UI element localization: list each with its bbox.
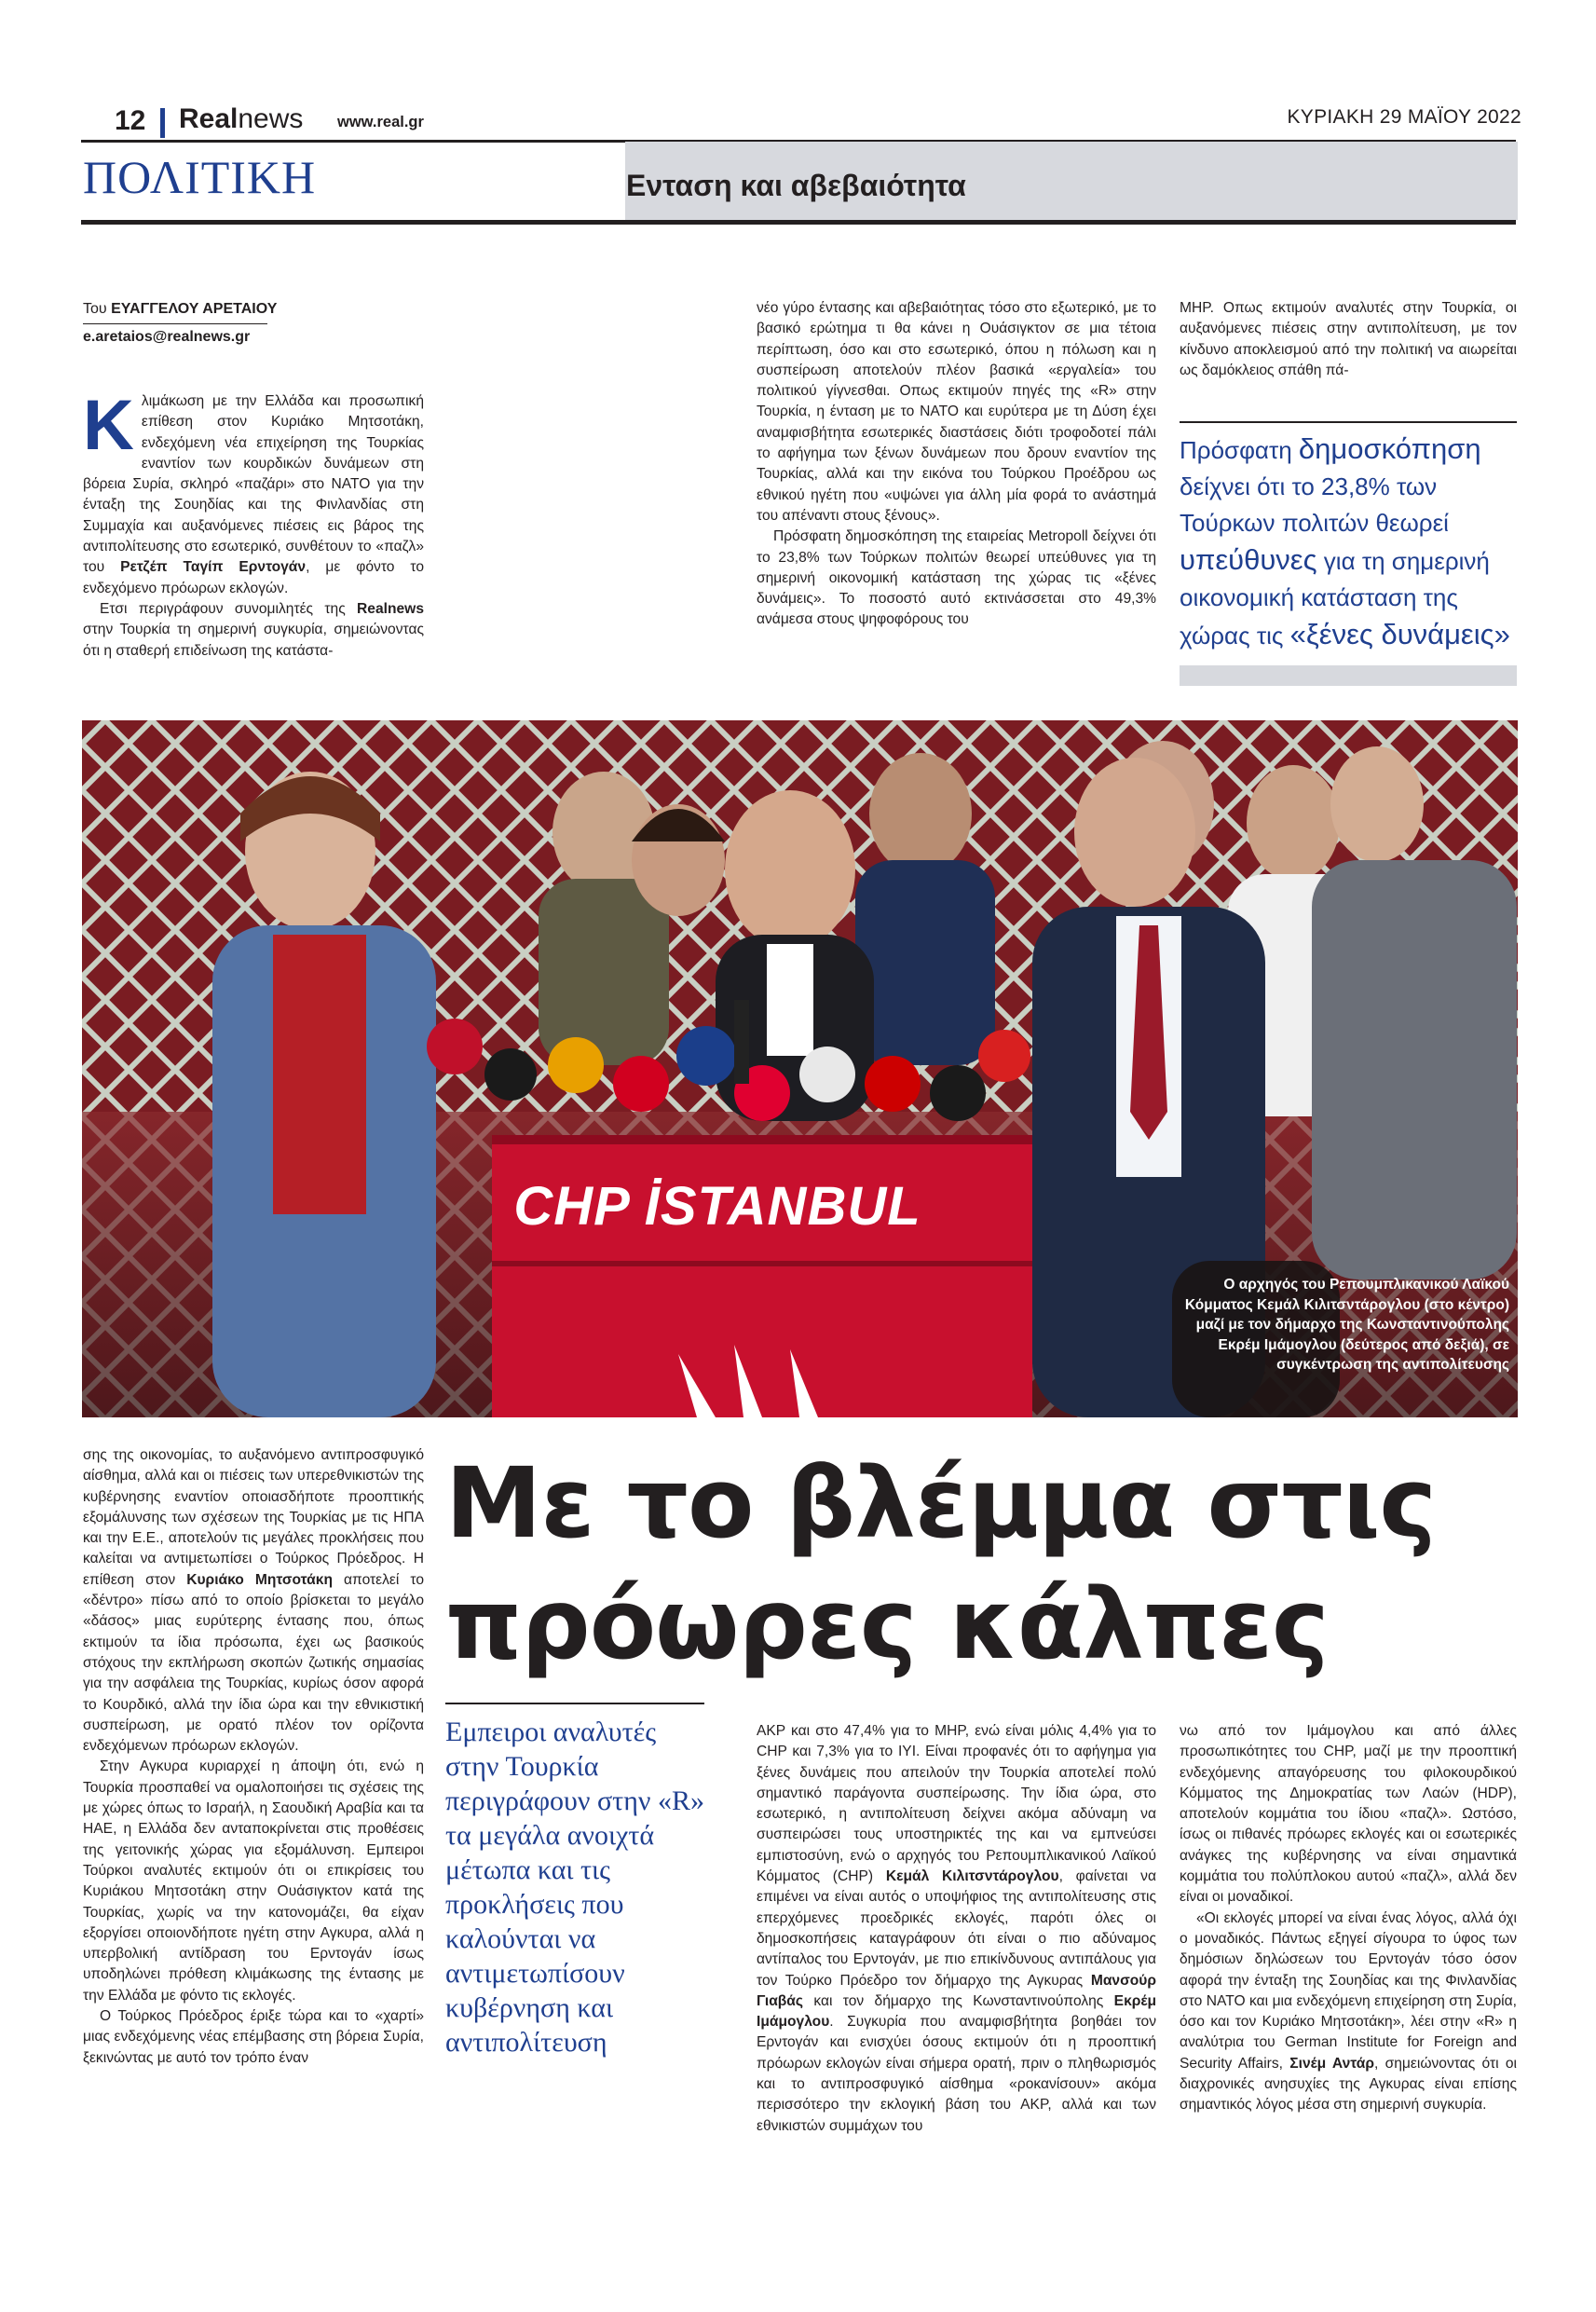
brand-real: Real [179,103,239,134]
text: , σημειώνοντας ότι οι διαχρονικές ανησυχίες της Αγκυρας είναι επίσης σημαντικός λόγος μέσα στη σημερινή συγκυρία. [1180,2055,1517,2114]
text: δείχνει ότι το 23,8% των Τούρκων πολιτών θεωρεί [1180,472,1449,537]
text: δημοσκόπηση [1298,432,1481,465]
name-mitsotakis: Κυριάκο Μητσοτάκη [186,1571,333,1588]
text: και τον δήμαρχο της Κωνσταντινούπολης [803,1992,1114,2009]
byline-author: ΕΥΑΓΓΕΛΟΥ ΑΡΕΤΑΙΟΥ [111,301,278,317]
text: «ξένες δυνάμεις» [1289,618,1510,650]
text: , φαίνεται να επιμένει να είναι αυτός ο υποψήφιος της αντιπολίτευσης στις επερχόμενες προεδρικές εκλογές, παρότι όλες οι δημοσκοπήσεις καταγράφουν ότι είναι ο πιο αδύναμος αντίπαλος του Ερντογάν, με πιο επικίνδυνους αντιπάλους για τον Τούρκο Πρόεδρο τον δήμαρχο της Αγκυρας [757,1868,1156,1989]
text: ΑΚΡ και στο 47,4% για το ΜΗΡ, ενώ είναι μόλις 4,4% για το CHP και 7,3% για το ΙΥΙ. Είναι προφανές ότι το αφήγημα για ξένες δυνάμεις που απειλούν την Τουρκία αποτελεί πολύ σημαντικό παράγοντα συσπείρωσης. Την ίδια ώρα, στο εσωτερικό, η αντιπολίτευση δείχνει ακόμα αδύναμη να συσπειρώσει τους υποστηρικτές της και να εμπνεύσει εμπιστοσύνη, ενώ ο αρχηγός του Ρεπουμπλικανικού Λαϊκού Κόμματος (CHP) [757,1723,1156,1885]
text: , με φόντο το ενδεχόμενο πρόωρων εκλογών. [83,559,424,596]
text: αποτελεί το «δέντρο» πίσω από το οποίο βρίσκεται το μεγάλο «δάσος» μιας ευρύτερης έντασης που, όπως εκτιμούν τα ίδια πρόσωπα, έχει ως βασικούς στόχους την εκπλήρωση σκοπών ζωτικής σημασίας για την ασφάλεια της Τουρκίας, κυρίως όσον αφορά το Κουρδικό, αλλά την ίδια ώρα και την εθνικιστική συσπείρωση, με ορατό πλέον τον ορίζοντα ενδεχόμενων πρόωρων εκλογών. [83,1571,424,1755]
drop-cap: Κ [83,386,134,465]
article-column-2 [757,298,1156,631]
article-paragraph: νω από τον Ιμάμογλου και από άλλες προσωπικότητες του CHP, μαζί με την προοπτική ενδεχόμενης απαγόρευσης του φιλοκουρδικού Κόμματος της Δημοκρατίας των Λαών (HDP), αποτελούν κομμάτια του ίδιου «παζλ». Ωστόσο, ίσως οι πιθανές πρόωρες εκλογές και οι εσωτερικές ανάγκες της κυβέρνησης να είναι σημαντικά κομμάτια του πολύπλοκου αυτού «παζλ», αλλά δεν είναι οι μοναδικοί. [1180,1723,1517,1906]
issue-date: ΚΥΡΙΑΚΗ 29 ΜΑΪΟΥ 2022 [1287,106,1521,128]
website: www.real.gr [337,114,424,130]
article-paragraph [83,1445,424,1757]
section-title: ΠΟΛΙΤΙΚΗ [83,151,317,203]
brand-news: news [238,103,304,134]
name-adar: Σινέμ Αντάρ [1289,2055,1375,2072]
pull-quote-band [1180,665,1517,686]
byline-email: e.aretaios@realnews.gr [83,329,251,345]
article-column-3 [1180,298,1517,381]
pull-quote-rule [1180,421,1517,423]
subhead-rule [445,1703,704,1704]
text: σης της οικονομίας, το αυξανόμενο αντιπροσφυγικό αίσθημα, αλλά και οι πιέσεις των υπερεθνικιστών της κυβέρνησης εναντίον οποιασδήποτε προοπτικής εξομάλυνσης των σχέσεων της Τουρκίας με τις ΗΠΑ και την Ε.Ε., αποτελούν τις μεγάλες προκλήσεις που καλείται να αντιμετωπίσει ο Τούρκος Πρόεδρος. Η επίθεση στον [83,1447,424,1588]
article-lead-paragraph [83,386,424,599]
page-number: 12 [115,105,146,136]
byline-rule [83,323,267,324]
headline [445,1443,1517,1685]
header-separator [160,108,165,138]
name-kilicdaroglu: Κεμάλ Κιλιτσντάρογλου [885,1868,1059,1885]
article-paragraph: Ο Τούρκος Πρόεδρος έριξε τώρα και το «χαρτί» μιας ενδεχόμενης νέας επέμβασης στη βόρεια Συρία, ξεκινώντας με αυτό τον τρόπο έναν [83,2008,424,2066]
article-paragraph [1180,1908,1517,2116]
article-column-lower-right [1180,1721,1517,2116]
subhead: Εμπειροι αναλυτές στην Τουρκία περιγράφουν στην «R» τα μεγάλα ανοιχτά μέτωπα και τις προκλήσεις που καλούνται να αντιμετωπίσουν κυβέρνηση και αντιπολίτευση [445,1717,704,2058]
article-paragraph: ΜΗΡ. Οπως εκτιμούν αναλυτές στην Τουρκία, οι αυξανόμενες πιέσεις στην αντιπολίτευση, με τον κίνδυνο αποκλεισμού από την πολιτική να αιωρείται ως δαμόκλειος σπάθη πά- [1180,300,1517,378]
article-column-1 [83,386,424,662]
byline [83,300,277,319]
article-paragraph: νέο γύρο έντασης και αβεβαιότητας τόσο στο εξωτερικό, με το βασικό ερώτημα τι θα κάνει η Ουάσιγκτον σε μια τέτοια περίπτωση, όσο και στο εσωτερικό, όπου η πόλωση και η συσπείρωση αποτελούν πλέον βασικά «εργαλεία» του πολιτικού γίγνεσθαι. Οπως εκτιμούν πηγές της «R» στην Τουρκία, η ένταση με το ΝΑΤΟ και ευρύτερα με τη Δύση έχει αναμφισβήτητα εσωτερικές διαστάσεις διότι τροφοδοτεί πάλι το αφήγημα των ξένων δυνάμεων που δρουν εναντίον της Τουρκίας, αλλά και την εικόνα του Τούρκου Προέδρου ως εθνικού ηγέτη που «υψώνει για άλλη μία φορά το ανάστημά του απέναντι στους ξένους». [757,300,1156,524]
headline-line-1: Με το βλέμμα στις [445,1446,1437,1560]
topic-title: Ενταση και αβεβαιότητα [626,169,966,202]
article-column-lower-left [83,1445,424,2069]
section-rule [81,220,1516,225]
brand-logo [179,103,303,136]
text: Ετσι περιγράφουν συνομιλητές της [100,600,358,617]
article-paragraph [83,599,424,662]
article-paragraph [757,1721,1156,2137]
article-column-lower-center [757,1721,1156,2137]
text: «Οι εκλογές μπορεί να είναι ένας λόγος, αλλά όχι ο μοναδικός. Πάντως εξηγεί σίγουρα το ύφος των δημόσιων δηλώσεων του Ερντογάν τόσο όσον αφορά την ένταξη της Σουηδίας και της Φινλανδίας στο ΝΑΤΟ και μια ενδεχόμενη επιχείρηση στη Συρία, όσο και τον Κυριάκο Μητσοτάκη», λέει στην «R» η αναλύτρια του German Institute for Foreign and Security Affairs, [1180,1909,1517,2072]
podium-logo-text: CHP İSTANBUL [513,1176,921,1237]
text: υπεύθυνες [1180,543,1317,576]
name-realnews: Realnews [357,600,424,617]
headline-line-2: πρόωρες κάλπες [445,1567,1329,1681]
name-imamoglu: Εκρέμ Ιμάμογλου [757,1992,1156,2031]
text: λιμάκωση με την Ελλάδα και προσωπική επίθεση στον Κυριάκο Μητσοτάκη, ενδεχόμενη νέα επιχείρηση της Τουρκίας εναντίον των κουρδικών δυνάμεων στη βόρεια Συρία, σκληρό «παζάρι» στο ΝΑΤΟ για την ένταξη της Σουηδίας και της Φινλανδίας στη Συμμαχία και αυξανόμενες πιέσεις εις βάρος της αντιπολίτευσης στο εσωτερικό, συνθέτουν το «παζλ» του [83,393,424,576]
text: . Συγκυρία που αναμφισβήτητα βοηθάει τον Ερντογάν και ενισχύει όσους εκτιμούν ότι η προοπτική πρόωρων εκλογών είναι σήμερα ορατή, πριν ο πληθωρισμός και το αντιπροσφυγικό αίσθημα «ροκανίσουν» ακόμα περισσότερο την εκλογική βάση του ΑΚΡ, αλλά και των εθνικιστών συμμάχων του [757,2014,1156,2134]
name-erdogan: Ρετζέπ Ταγίπ Ερντογάν [120,559,307,576]
byline-prefix: Του [83,301,107,317]
text: Πρόσφατη [1180,436,1299,464]
text: στην Τουρκία τη σημερινή συγκυρία, σημειώνοντας ότι η σταθερή επιδείνωση της κατάστα- [83,622,424,659]
text: για τη σημερινή οικονομική κατάσταση της χώρας τις [1180,547,1490,650]
article-paragraph: Στην Αγκυρα κυριαρχεί η άποψη ότι, ενώ η Τουρκία προσπαθεί να ομαλοποιήσει τις σχέσεις της με χώρες όπως το Ισραήλ, η Σαουδική Αραβία και τα ΗΑΕ, η Ελλάδα δεν ανταποκρίνεται στις προθέσεις της γειτονικής χώρας για εξομάλυνση. Εμπειροι Τούρκοι αναλυτές εκτιμούν ότι οι επικρίσεις του Κυριάκου Μητσοτάκη στην Ουάσιγκτον κατά της Τουρκίας, χωρίς να την κατονομάζει, θα είχαν εξοργίσει οποιονδήποτε ηγέτη στην Αγκυρα, αλλά η υπερβολική αντίδραση του Ερντογάν ίσως υποδηλώνει πρόθεση κλιμάκωσης της έντασης με την Ελλάδα με φόντο τις εκλογές. [83,1758,424,2004]
name-yavas: Μανσούρ Γιαβάς [757,1972,1156,2009]
photo-caption: Ο αρχηγός του Ρεπουμπλικανικού Λαϊκού Κόμματος Κεμάλ Κιλιτσντάρογλου (στο κέντρο) μαζί με τον δήμαρχο της Κωνσταντινούπολης Εκρέμ Ιμάμογλου (δεύτερος από δεξιά), σε συγκέντρωση της αντιπολίτευσης [1184,1277,1509,1373]
article-paragraph: Πρόσφατη δημοσκόπηση της εταιρείας Metropoll δείχνει ότι το 23,8% των Τούρκων πολιτών θεωρεί υπεύθυνες για τη σημερινή οικονομική κατάσταση της χώρας τις «ξένες δυνάμεις». Το ποσοστό αυτό εκτινάσσεται στο 49,3% ανάμεσα στους ψηφοφόρους του [757,528,1156,628]
pull-quote [1180,431,1517,654]
